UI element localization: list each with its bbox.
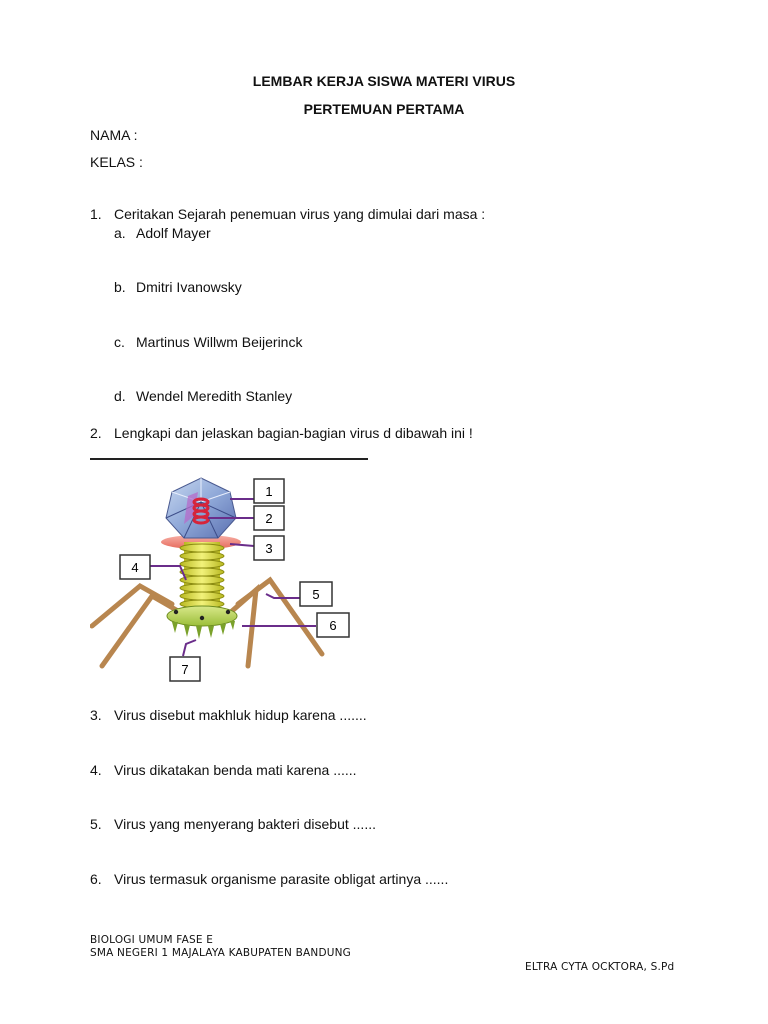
sheath-ring: [180, 544, 224, 552]
subitem-b: [114, 279, 242, 295]
sheath-ring: [180, 592, 224, 600]
question-number: 3.: [90, 707, 102, 723]
plate-dot: [226, 610, 230, 614]
bacteriophage-diagram: [90, 466, 370, 686]
label-3: 3: [265, 541, 273, 556]
sheath-ring: [180, 576, 224, 584]
plate-dot: [200, 616, 204, 620]
question-text: Virus dikatakan benda mati karena ......: [114, 762, 357, 778]
subitem-text: Adolf Mayer: [136, 225, 211, 241]
subitem-text: Martinus Willwm Beijerinck: [136, 334, 303, 350]
label-3-box: [254, 536, 284, 560]
label-2: 2: [265, 511, 273, 526]
tail-sheath: [180, 542, 224, 610]
question-number: 1.: [90, 206, 102, 222]
subitem-text: Wendel Meredith Stanley: [136, 388, 293, 404]
worksheet-subtitle: PERTEMUAN PERTAMA: [303, 101, 465, 117]
footer-subject: BIOLOGI UMUM FASE E: [90, 934, 214, 946]
question-text: Ceritakan Sejarah penemuan virus yang dimulai dari masa :: [114, 206, 486, 222]
label-1: 1: [265, 484, 273, 499]
footer-school: SMA NEGERI 1 MAJALAYA KABUPATEN BANDUNG: [90, 947, 352, 959]
label-7: 7: [181, 662, 189, 677]
sheath-ring: [180, 560, 224, 568]
label-6-box: [317, 613, 349, 637]
question-text: Virus termasuk organisme parasite obligat artinya ......: [114, 871, 449, 887]
subitem-letter: c.: [114, 334, 125, 350]
label-6: 6: [329, 618, 337, 633]
question-text: Virus disebut makhluk hidup karena .......: [114, 707, 367, 723]
label-4-box: [120, 555, 150, 579]
subitem-letter: d.: [114, 388, 126, 404]
question-2: [90, 425, 473, 441]
question-3: [90, 707, 367, 723]
worksheet-title: LEMBAR KERJA SISWA MATERI VIRUS: [252, 73, 516, 89]
label-4: 4: [131, 560, 139, 575]
footer-author: ELTRA CYTA OCKTORA, S.Pd: [525, 961, 675, 973]
divider-line: [90, 458, 368, 460]
sheath-ring: [180, 568, 224, 576]
label-5-box: [300, 582, 332, 606]
label-7-box: [170, 657, 200, 681]
question-1: [90, 206, 485, 222]
subitem-d: [114, 388, 292, 404]
question-number: 5.: [90, 816, 102, 832]
question-number: 2.: [90, 425, 102, 441]
question-number: 6.: [90, 871, 102, 887]
subitem-text: Dmitri Ivanowsky: [136, 279, 242, 295]
question-4: [90, 762, 357, 778]
subitem-a: [114, 225, 211, 241]
sheath-ring: [180, 552, 224, 560]
label-1-box: [254, 479, 284, 503]
label-5: 5: [312, 587, 320, 602]
class-field-label: KELAS :: [90, 154, 143, 170]
question-text: Lengkapi dan jelaskan bagian-bagian virus d dibawah ini !: [114, 425, 473, 441]
subitem-letter: a.: [114, 225, 126, 241]
plate-dot: [174, 610, 178, 614]
subitem-c: [114, 334, 302, 350]
question-6: [90, 871, 448, 887]
question-text: Virus yang menyerang bakteri disebut ......: [114, 816, 376, 832]
label-2-box: [254, 506, 284, 530]
name-field-label: NAMA :: [90, 127, 138, 143]
question-number: 4.: [90, 762, 102, 778]
question-5: [90, 816, 376, 832]
subitem-letter: b.: [114, 279, 126, 295]
sheath-ring: [180, 584, 224, 592]
